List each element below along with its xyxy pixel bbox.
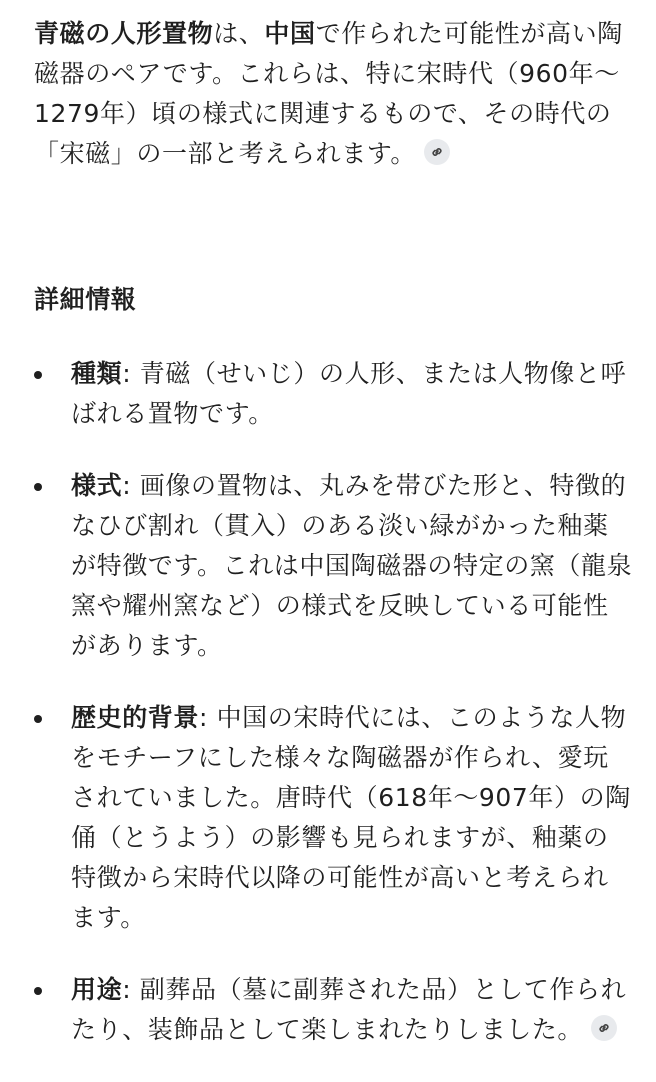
citation-link-button[interactable]	[591, 1015, 617, 1041]
bullet-dot	[34, 715, 42, 723]
link-icon	[430, 145, 444, 159]
link-icon	[597, 1021, 611, 1035]
item-text: : 中国の宋時代には、このような人物をモチーフにした様々な陶磁器が作られ、愛玩されていました。唐時代（618年〜907年）の陶俑（とうよう）の影響も見られますが、釉薬の特徴から宋時代以降の可能性が高いと考えられます。	[71, 703, 631, 932]
response-content	[34, 14, 634, 1044]
list-item-style	[34, 466, 634, 666]
bullet-dot	[34, 371, 42, 379]
intro-bold-subject: 青磁の人形置物	[34, 19, 214, 48]
item-label: 種類	[71, 359, 123, 388]
citation-link-button[interactable]	[424, 139, 450, 165]
detail-list	[34, 354, 634, 1082]
bullet-dot	[34, 483, 42, 491]
section-heading: 詳細情報	[34, 285, 137, 314]
item-text: : 青磁（せいじ）の人形、または人物像と呼ばれる置物です。	[71, 359, 627, 428]
list-item-history	[34, 698, 634, 938]
item-text: : 副葬品（墓に副葬された品）として作られたり、装飾品として楽しまれたりしました。	[71, 975, 627, 1044]
item-label: 様式	[71, 471, 123, 500]
item-label: 用途	[71, 975, 123, 1004]
item-text: : 画像の置物は、丸みを帯びた形と、特徴的なひび割れ（貫入）のある淡い緑がかった釉薬が特徴です。これは中国陶磁器の特定の窯（龍泉窯や耀州窯など）の様式を反映している可能性があります。	[71, 471, 633, 660]
list-item-type	[34, 354, 634, 434]
intro-paragraph	[34, 14, 634, 174]
intro-bold-country: 中国	[264, 19, 316, 48]
intro-text-1: は、	[213, 19, 265, 48]
list-item-usage	[34, 970, 634, 1050]
bullet-dot	[34, 987, 42, 995]
intro-text-2: で作られた可能性が高い陶磁器のペアです。これらは、特に宋時代（960年〜1279年）頃の様式に関連するもので、その時代の「宋磁」の一部と考えられます。	[34, 19, 623, 168]
item-label: 歴史的背景	[71, 703, 200, 732]
